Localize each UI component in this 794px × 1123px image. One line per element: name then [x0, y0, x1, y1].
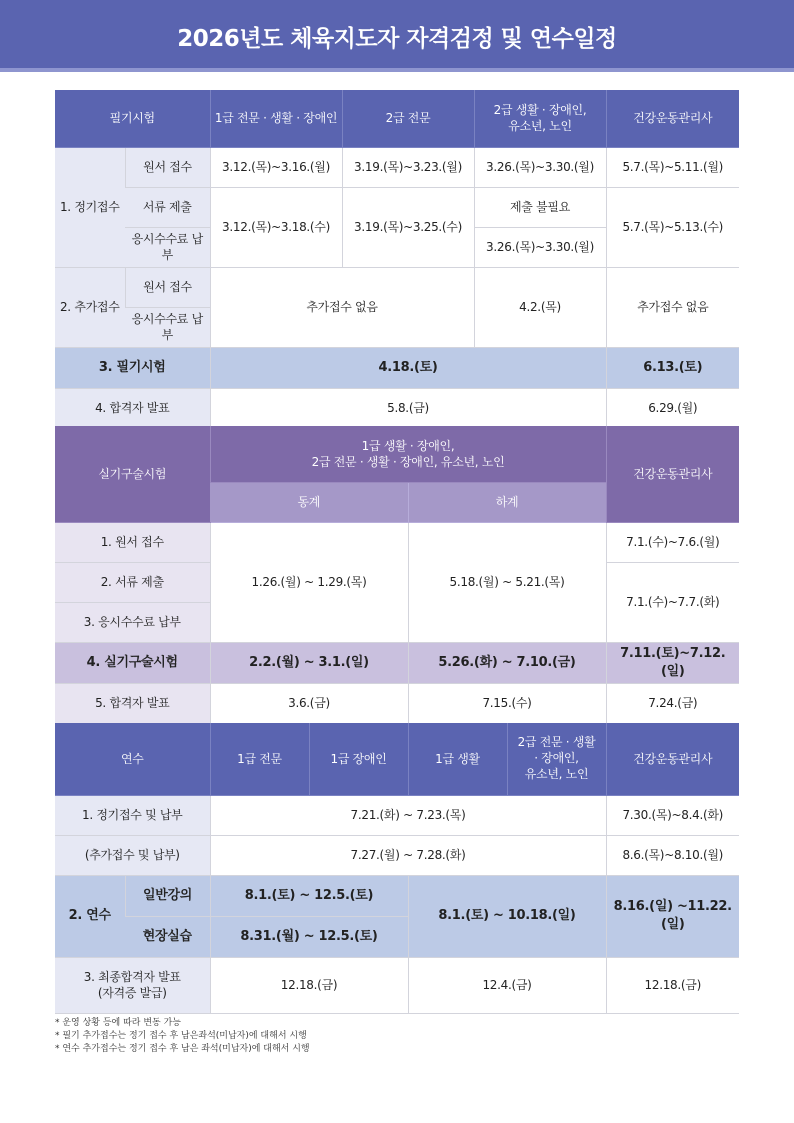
health-app: 7.1.(수)~7.6.(월)	[606, 522, 739, 562]
t-final-2: 12.4.(금)	[408, 957, 606, 1013]
written-exam-table	[55, 90, 739, 429]
t-reg-dates: 7.21.(화) ~ 7.23.(목)	[210, 795, 606, 835]
t-reg-health: 7.30.(목)~8.4.(화)	[606, 795, 739, 835]
t-col-grade1-dis: 1급 장애인	[309, 723, 408, 795]
practical-exam-table	[55, 426, 739, 724]
t-extra-label: (추가접수 및 납부)	[55, 835, 210, 875]
app-label: 원서 접수	[125, 147, 210, 187]
app-date: 3.26.(목)~3.30.(월)	[474, 147, 606, 187]
exam-date-health: 6.13.(토)	[606, 347, 739, 388]
page-title: 2026년도 체육지도자 자격검정 및 연수일정	[0, 0, 794, 72]
app-date: 3.19.(목)~3.23.(월)	[342, 147, 474, 187]
p-doc-label: 2. 서류 제출	[55, 562, 210, 602]
health-docfee: 7.1.(수)~7.7.(화)	[606, 562, 739, 642]
practical-header: 실기구술시험	[55, 426, 210, 522]
extra-none-health: 추가접수 없음	[606, 267, 739, 347]
extra-label: 2. 추가접수	[55, 267, 125, 347]
extra-date: 4.2.(목)	[474, 267, 606, 347]
pass-label: 4. 합격자 발표	[55, 388, 210, 428]
p-fee-label: 3. 응시수수료 납부	[55, 602, 210, 642]
col-grade1: 1급 전문 · 생활 · 장애인	[210, 90, 342, 147]
extra-fee-label: 응시수수료 납부	[125, 307, 210, 347]
training-table	[55, 723, 739, 1014]
p-pass-label: 5. 합격자 발표	[55, 683, 210, 723]
fee-label: 응시수수료 납부	[125, 227, 210, 267]
p-exam-winter: 2.2.(월) ~ 3.1.(일)	[210, 642, 408, 683]
regular-label: 1. 정기접수	[55, 147, 125, 267]
t-health-dates: 8.16.(일) ~11.22.(일)	[606, 875, 739, 957]
doc-not-needed: 제출 불필요	[474, 187, 606, 227]
t-train-label: 2. 연수	[55, 875, 125, 957]
p-app-label: 1. 원서 접수	[55, 522, 210, 562]
t-extra-health: 8.6.(목)~8.10.(월)	[606, 835, 739, 875]
extra-none: 추가접수 없음	[210, 267, 474, 347]
pass-date: 5.8.(금)	[210, 388, 606, 428]
docfee-date: 5.7.(목)~5.13.(수)	[606, 187, 739, 267]
t-final-3: 12.18.(금)	[606, 957, 739, 1013]
extra-app-label: 원서 접수	[125, 267, 210, 307]
training-header: 연수	[55, 723, 210, 795]
note: * 운영 상황 등에 따라 변동 가능	[55, 1018, 181, 1028]
exam-date: 4.18.(토)	[210, 347, 606, 388]
docfee-date: 3.12.(목)~3.18.(수)	[210, 187, 342, 267]
pass-date-health: 6.29.(월)	[606, 388, 739, 428]
doc-label: 서류 제출	[125, 187, 210, 227]
winter-dates: 1.26.(월) ~ 1.29.(목)	[210, 522, 408, 642]
p-exam-label: 4. 실기구술시험	[55, 642, 210, 683]
p-exam-summer: 5.26.(화) ~ 7.10.(금)	[408, 642, 606, 683]
practical-group: 1급 생활 · 장애인, 2급 전문 · 생활 · 장애인, 유소년, 노인	[210, 426, 606, 482]
t-lecture-dates: 8.1.(토) ~ 12.5.(토)	[210, 875, 408, 916]
summer-header: 하계	[408, 482, 606, 522]
p-exam-health: 7.11.(토)~7.12.(일)	[606, 642, 739, 683]
winter-header: 동계	[210, 482, 408, 522]
t-lecture-label: 일반강의	[125, 875, 210, 916]
t-extra-dates: 7.27.(월) ~ 7.28.(화)	[210, 835, 606, 875]
note: * 연수 추가접수는 정기 접수 후 남은 좌석(미납자)에 대해서 시행	[55, 1044, 310, 1055]
p-pass-health: 7.24.(금)	[606, 683, 739, 723]
p-pass-winter: 3.6.(금)	[210, 683, 408, 723]
app-date: 5.7.(목)~5.11.(월)	[606, 147, 739, 187]
t-col-grade2: 2급 전문 · 생활 · 장애인, 유소년, 노인	[507, 723, 606, 795]
app-date: 3.12.(목)~3.16.(월)	[210, 147, 342, 187]
t-col-grade1-pro: 1급 전문	[210, 723, 309, 795]
t-final-1: 12.18.(금)	[210, 957, 408, 1013]
col-grade2-life: 2급 생활 · 장애인, 유소년, 노인	[474, 90, 606, 147]
t-col-grade1-life: 1급 생활	[408, 723, 507, 795]
t-field-label: 현장실습	[125, 916, 210, 957]
note: * 필기 추가접수는 정기 접수 후 남은좌석(미납자)에 대해서 시행	[55, 1031, 307, 1042]
t-other-dates: 8.1.(토) ~ 10.18.(일)	[408, 875, 606, 957]
exam-label: 3. 필기시험	[55, 347, 210, 388]
p-pass-summer: 7.15.(수)	[408, 683, 606, 723]
col-grade2-pro: 2급 전문	[342, 90, 474, 147]
footnotes	[55, 1017, 310, 1056]
docfee-date: 3.19.(목)~3.25.(수)	[342, 187, 474, 267]
t-field-dates: 8.31.(월) ~ 12.5.(토)	[210, 916, 408, 957]
t-final-label: 3. 최종합격자 발표 (자격증 발급)	[55, 957, 210, 1013]
practical-health: 건강운동관리사	[606, 426, 739, 522]
summer-dates: 5.18.(월) ~ 5.21.(목)	[408, 522, 606, 642]
t-reg-label: 1. 정기접수 및 납부	[55, 795, 210, 835]
written-header: 필기시험	[55, 90, 210, 147]
col-health: 건강운동관리사	[606, 90, 739, 147]
fee-date: 3.26.(목)~3.30.(월)	[474, 227, 606, 267]
t-col-health: 건강운동관리사	[606, 723, 739, 795]
